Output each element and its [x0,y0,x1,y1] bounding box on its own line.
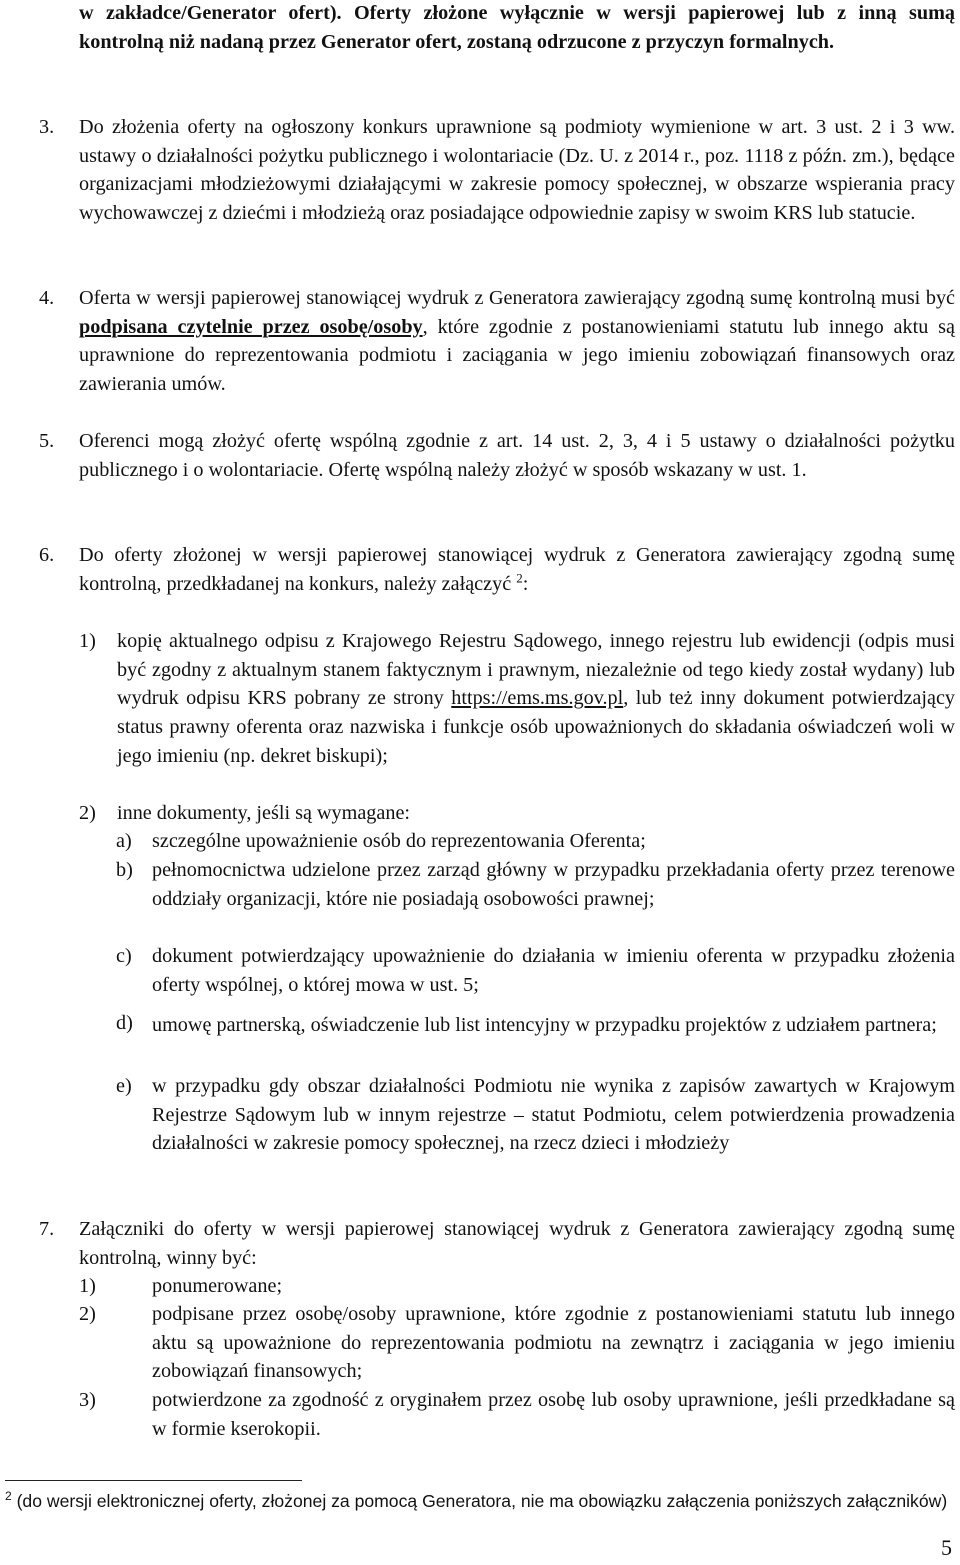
item-6-2-b-letter: b) [116,859,133,881]
footnote-text: (do wersji elektronicznej oferty, złożonej za pomocą Generatora, nie ma obowiązku załączenia poniższych załączników) [11,1491,948,1511]
item-6-2-c-text: dokument potwierdzający upoważnienie do działania w imieniu oferenta w przypadku złożenia oferty wspólnej, o której mowa w ust. 5; [152,945,955,996]
item-6-1-text [117,627,955,771]
item-4-emphasis: podpisana czytelnie przez osobę/osoby [79,315,423,338]
item-6-2-a-text: szczególne upoważnienie osób do reprezentowania Oferenta; [152,830,646,852]
item-6-text [79,541,955,598]
krs-link[interactable]: https://ems.ms.gov.pl [451,687,624,710]
footnote-ref-2: 2 [516,569,523,585]
item-6-text-main: Do oferty złożonej w wersji papierowej stanowiącej wydruk z Generatora zawierający zgodną sumę kontrolną, przedkładanej na konkurs, należy załączyć [79,544,955,595]
item-6-2-b-text: pełnomocnictwa udzielone przez zarząd główny w przypadku przekładania oferty przez terenowe oddziały organizacji, które nie posiadają osobowości prawnej; [152,859,955,910]
item-7-2-number: 2) [79,1303,96,1325]
item-6-2-a-letter: a) [116,830,132,852]
item-6-2-d-text: umowę partnerską, oświadczenie lub list intencyjny w przypadku projektów z udziałem partnera; [152,1014,937,1036]
item-6-2-c-letter: c) [116,945,132,967]
item-7-3-number: 3) [79,1389,96,1411]
footnote [5,1489,950,1514]
item-6-1-number: 1) [79,630,96,652]
item-7-3-text: potwierdzone za zgodność z oryginałem przez osobę lub osoby uprawnione, jeśli przedkładane są w formie kserokopii. [152,1389,955,1440]
item-7-2-text: podpisane przez osobę/osoby uprawnione, które zgodnie z postanowieniami statutu lub innego aktu są upoważnione do reprezentowania podmiotu na zewnątrz i zaciągania w jego imieniu zobowiązań finansowych; [152,1303,955,1383]
item-4-text-after: , które zgodnie z postanowieniami statutu lub innego aktu są uprawnione do reprezentowania podmiotu i zaciągania w jego imieniu zobowiązań finansowych oraz zawierania umów. [79,315,955,396]
item-7-1-number: 1) [79,1275,96,1297]
item-6-2-text: inne dokumenty, jeśli są wymagane: [117,802,411,824]
item-4-text-before: Oferta w wersji papierowej stanowiącej wydruk z Generatora zawierający zgodną sumę kontrolną musi być [79,287,955,309]
item-5-text: Oferenci mogą złożyć ofertę wspólną zgodnie z art. 14 ust. 2, 3, 4 i 5 ustawy o działalności pożytku publicznego i o wolontariacie. Ofertę wspólną należy złożyć w sposób wskazany w ust. 1. [79,430,955,481]
item-7-text: Załączniki do oferty w wersji papierowej stanowiącej wydruk z Generatora zawierający zgodną sumę kontrolną, winny być: [79,1218,955,1269]
item-7-1-text: ponumerowane; [152,1275,283,1297]
item-7-number: 7. [39,1218,55,1240]
paragraph-continuation: w zakładce/Generator ofert). Oferty złożone wyłącznie w wersji papierowej lub z inną sumą kontrolną niż nadaną przez Generator ofert, zostaną odrzucone z przyczyn formalnych. [79,2,955,53]
item-6-2-e-letter: e) [116,1075,132,1097]
item-6-colon: : [522,572,529,595]
item-6-2-d-letter: d) [116,1012,133,1034]
item-5-number: 5. [39,430,55,452]
page-number: 5 [941,1535,952,1560]
item-6-2-e-text: w przypadku gdy obszar działalności Podmiotu nie wynika z zapisów zawartych w Krajowym Rejestrze Sądowym lub w innym rejestrze – statut Podmiotu, celem potwierdzenia prowadzenia działalności w zakresie pomocy społecznej, na rzecz dzieci i młodzieży [152,1075,955,1155]
item-6-1-before: kopię aktualnego odpisu z Krajowego Rejestru Sądowego, innego rejestru lub ewidencji (odpis musi być zgodny z aktualnym stanem faktycznym i prawnym, niezależnie od tego kiedy został wydany) lub wydruk odpisu KRS pobrany ze strony [117,630,955,710]
item-6-1-after: , lub też inny dokument potwierdzający status prawny oferenta oraz nazwiska i funkcje osób upoważnionych do składania oświadczeń woli w jego imieniu (np. dekret biskupi); [117,687,955,767]
footnote-divider [5,1480,302,1481]
item-4-number: 4. [39,287,55,309]
item-6-2-number: 2) [79,802,96,824]
item-4-text [79,284,955,399]
item-3-number: 3. [39,116,55,138]
item-3-text: Do złożenia oferty na ogłoszony konkurs uprawnione są podmioty wymienione w art. 3 ust. 2 i 3 ww. ustawy o działalności pożytku publicznego i wolontariacie (Dz. U. z 2014 r., poz. 1118 z późn. zm.), będące organizacjami młodzieżowymi działającymi w zakresie pomocy społecznej, w obszarze wspierania pracy wychowawczej z dziećmi i młodzieżą oraz posiadające odpowiednie zapisy w swoim KRS lub statucie. [79,116,955,225]
footnote-mark: 2 [5,1489,12,1504]
item-6-number: 6. [39,544,55,566]
